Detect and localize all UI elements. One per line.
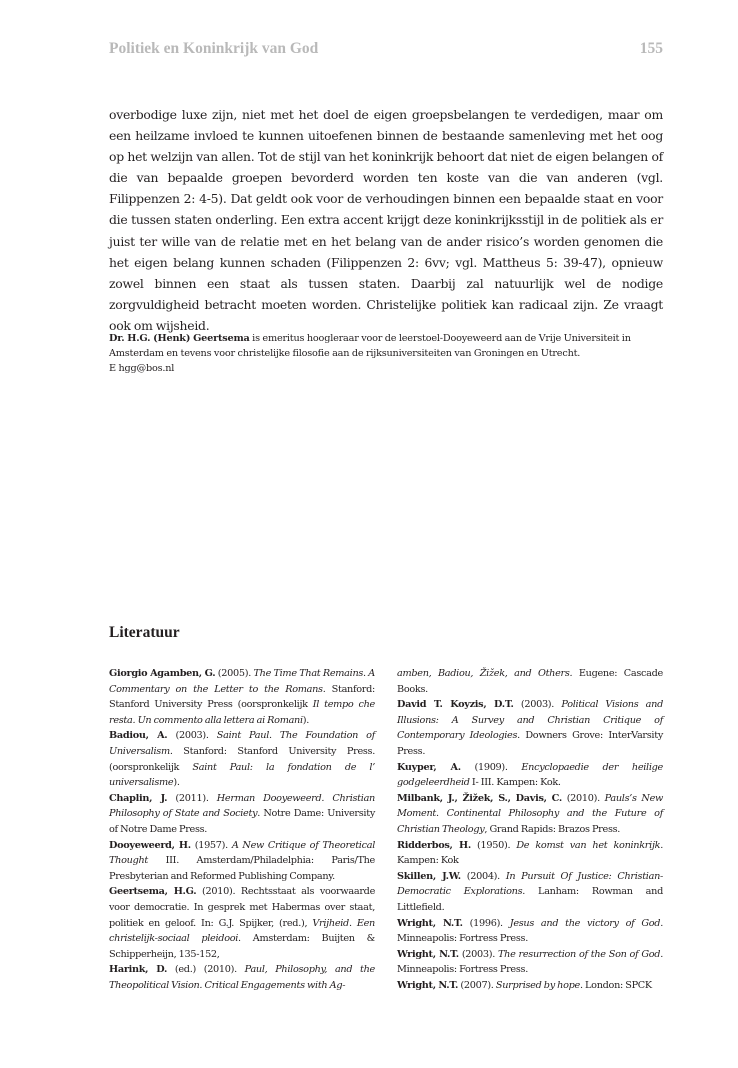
- ref-title: Political Visions and Illusions: A Survey and Christian Critique of Contemporary Ideologies.: [397, 699, 663, 742]
- ref-author: Geertsema, H.G.: [109, 886, 197, 898]
- ref-author: Ridderbos, H.: [397, 839, 471, 851]
- ref-year: (2011).: [167, 792, 217, 804]
- ref-year: (ed.) (2010).: [167, 964, 245, 976]
- reference-entry: [397, 978, 663, 994]
- reference-entry: [109, 884, 375, 962]
- ref-author: David T. Koyzis, D.T.: [397, 699, 514, 711]
- literature-heading: Literatuur: [109, 624, 180, 641]
- ref-title: Jesus and the victory of God.: [509, 917, 663, 929]
- reference-entry: [397, 916, 663, 947]
- ref-author: Wright, N.T.: [397, 917, 463, 929]
- ref-publisher: III. Amsterdam/Philadelphia: Paris/The Presbyterian and Reformed Publishing Company.: [109, 855, 375, 882]
- ref-publisher: . Notre Dame: University of Notre Dame Press.: [109, 808, 375, 835]
- ref-title: Herman Dooyeweerd. Christian Philosophy of State and Society: [109, 792, 375, 820]
- ref-title: A New Critique of Theoretical Thought: [109, 839, 375, 867]
- ref-year: (1909).: [460, 761, 522, 773]
- ref-publisher: , Grand Rapids: Brazos Press.: [484, 823, 621, 835]
- bio-paragraph: [109, 331, 663, 361]
- reference-entry: [397, 838, 663, 869]
- ref-title: In Pursuit Of Justice: Christian-Democratic Explorations.: [397, 870, 663, 898]
- ref-year: (1957).: [190, 839, 232, 851]
- author-bio: [109, 331, 663, 376]
- ref-title: Saint Paul. The Foundation of Universalism.: [109, 730, 375, 757]
- ref-title: amben, Badiou, Žižek, and Others.: [397, 668, 573, 679]
- ref-year: (2005).: [215, 668, 254, 679]
- ref-author: Milbank, J., Žižek, S., Davis, C.: [397, 792, 562, 804]
- ref-publisher: Minneapolis: Fortress Press.: [397, 933, 528, 945]
- reference-entry: [109, 962, 375, 993]
- references-left-column: [109, 666, 375, 993]
- reference-entry: [397, 791, 663, 838]
- page-number: 155: [639, 40, 663, 57]
- running-title: Politiek en Koninkrijk van God: [109, 40, 319, 57]
- ref-publisher: I- III. Kampen: Kok.: [469, 777, 561, 789]
- ref-publisher: London: SPCK: [582, 979, 652, 991]
- ref-author: Skillen, J.W.: [397, 870, 461, 882]
- ref-title: Paul, Philosophy, and the Theopolitical Vision. Critical Engagements with Ag-: [109, 964, 375, 991]
- running-header: [109, 40, 663, 62]
- bio-name: Dr. H.G. (Henk) Geertsema: [109, 333, 250, 344]
- ref-year: (2007).: [458, 979, 496, 991]
- ref-author: Wright, N.T.: [397, 948, 459, 960]
- body-text: [109, 104, 663, 336]
- reference-entry: [109, 838, 375, 885]
- ref-author: Kuyper, A.: [397, 761, 461, 773]
- reference-entry: [109, 791, 375, 838]
- ref-year: (2003).: [167, 730, 217, 742]
- ref-year: (2003).: [513, 699, 562, 711]
- ref-publisher: Minneapolis: Fortress Press.: [397, 964, 528, 976]
- reference-entry: [109, 666, 375, 728]
- reference-entry: [397, 760, 663, 791]
- ref-title: Pauls’s New Moment. Continental Philosophy and the Future of Christian Theology: [397, 792, 663, 835]
- ref-publisher: Kampen: Kok: [397, 855, 459, 867]
- ref-title: Encyclopaedie der heilige godgeleerdheid: [397, 761, 663, 789]
- ref-original-title: Il tempo che resta. Un commento alla lettera ai Romani: [109, 699, 375, 726]
- ref-year: (2010).: [562, 792, 605, 804]
- ref-author: Harink, D.: [109, 964, 168, 976]
- ref-original-title: Saint Paul: la fondation de l’ universalisme: [109, 761, 375, 789]
- bio-text: is emeritus hoogleraar voor de leerstoel-Dooyeweerd aan de Vrije Universiteit in Amsterdam en tevens voor christelijke filosofie aan de rijksuniversiteiten van Groningen en Utrecht.: [109, 333, 631, 359]
- ref-author: Badiou, A.: [109, 730, 168, 742]
- bio-email: E hgg@bos.nl: [109, 363, 175, 374]
- ref-title: The resurrection of the Son of God.: [498, 948, 663, 960]
- ref-year: (1950).: [470, 839, 517, 851]
- ref-author: Chaplin, J.: [109, 792, 168, 804]
- body-paragraph: overbodige luxe zijn, niet met het doel de eigen groepsbelangen te verdedigen, maar om een heilzame invloed te kunnen uitoefenen binnen de bestaande samenleving met het oog op het welzijn van allen. Tot de stijl van het koninkrijk behoort dat niet de eigen belangen of die van bepaalde groepen bevorderd worden ten koste van die van anderen (vgl. Filippenzen 2: 4-5). Dat geldt ook voor de verhoudingen binnen een bepaalde staat en voor die tussen staten onderling. Een extra accent krijgt deze koninkrijksstijl in de politiek als er juist ter wille van de relatie met en het belang van de ander risico’s worden genomen die het eigen belang kunnen schaden (Filippenzen 2: 6vv; vgl. Mattheus 5: 39-47), opnieuw zowel binnen een staat als tussen staten. Daarbij zal natuurlijk wel de nodige zorgvuldigheid betracht moeten worden. Christelijke politiek kan radicaal zijn. Ze vraagt ook om wijsheid.: [109, 107, 663, 333]
- references-right-column: [397, 666, 663, 993]
- ref-year: (1996).: [462, 917, 510, 929]
- ref-author: Dooyeweerd, H.: [109, 839, 191, 851]
- ref-tail: ).: [173, 777, 180, 789]
- reference-entry: [397, 697, 663, 759]
- ref-year: (2010). Rechtsstaat als voorwaarde voor democratie. In gesprek met Habermas over staat, politiek en geloof. In: G.J. Spijker, (red.),: [109, 886, 376, 929]
- ref-year: (2004).: [460, 870, 506, 882]
- reference-entry: [109, 728, 375, 790]
- ref-title: The Time That Remains. A Commentary on the Letter to the Romans.: [109, 668, 375, 695]
- reference-entry: [397, 947, 663, 978]
- reference-entry: [397, 869, 663, 916]
- ref-publisher: Lanham: Rowman and Littlefield.: [397, 886, 663, 913]
- ref-publisher: Eugene: Cascade Books.: [397, 668, 663, 695]
- ref-publisher: Stanford: Stanford University Press (oorspronkelijk: [109, 683, 375, 711]
- ref-publisher: Downers Grove: InterVarsity Press.: [397, 730, 664, 757]
- ref-year: (2003).: [458, 948, 498, 960]
- ref-title: Surprised by hope.: [495, 979, 583, 991]
- ref-title: De komst van het koninkrijk.: [516, 839, 663, 851]
- reference-entry-continued: [397, 666, 663, 697]
- ref-publisher: Amsterdam: Buijten & Schipperheijn, 135-152,: [109, 933, 375, 960]
- ref-publisher: Stanford: Stanford University Press. (oorspronkelijk: [109, 745, 375, 773]
- ref-author: Wright, N.T.: [397, 979, 459, 991]
- ref-title: Vrijheid. Een christelijk-sociaal pleidooi.: [109, 917, 375, 945]
- ref-author: Giorgio Agamben, G.: [109, 668, 216, 679]
- ref-tail: ).: [302, 714, 310, 726]
